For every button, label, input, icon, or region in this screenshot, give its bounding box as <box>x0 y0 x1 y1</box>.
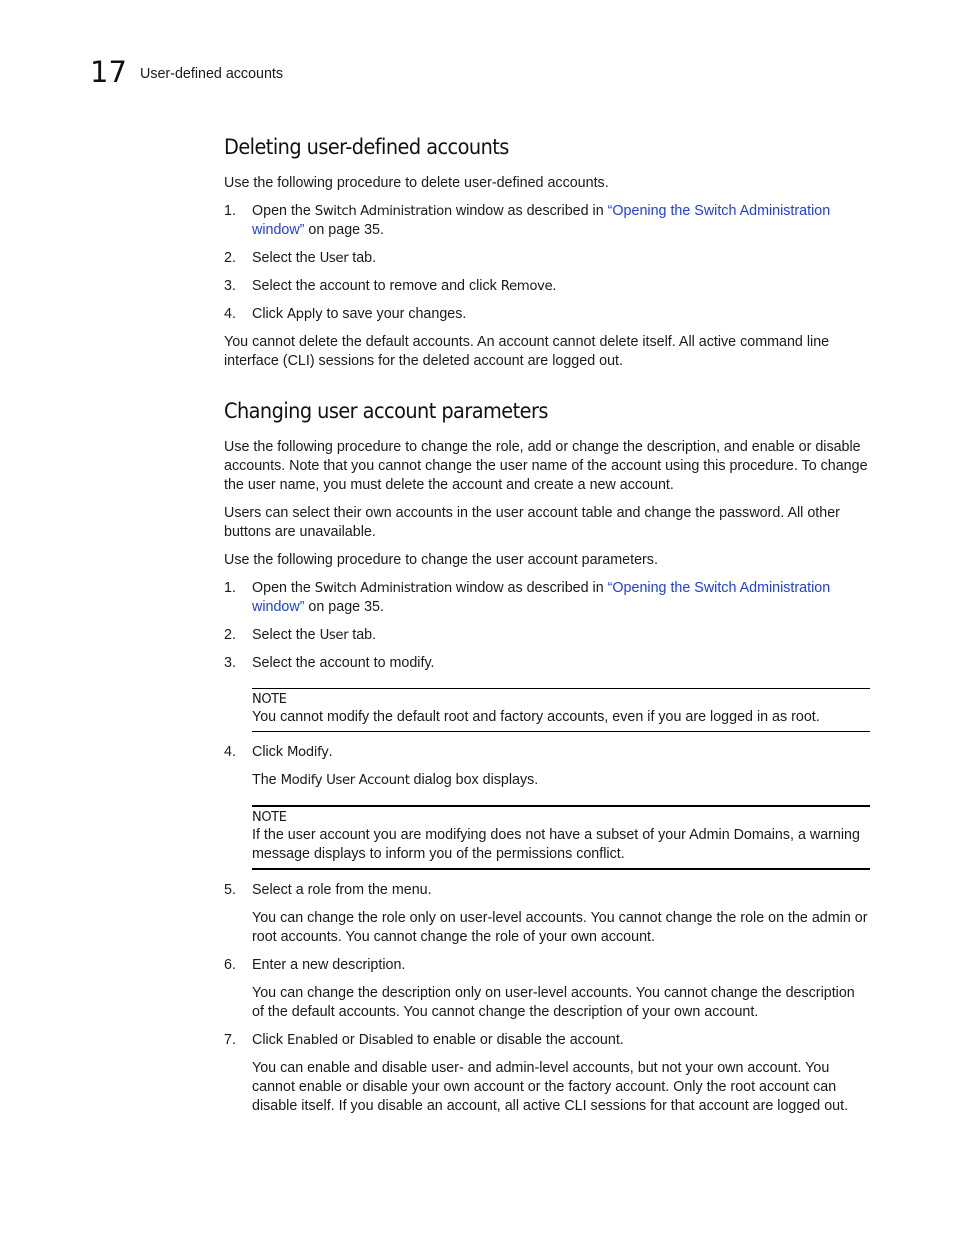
note-text: If the user account you are modifying does not have a subset of your Admin Domains, a warning message displays to inform you of the permissions conflict. <box>252 827 860 862</box>
step-text: Enter a new description. <box>252 957 406 973</box>
section-heading-deleting: Deleting user-defined accounts <box>224 135 509 159</box>
ui-label: Modify <box>286 745 329 760</box>
changing-steps-continued <box>224 743 870 762</box>
step-text: . <box>552 278 557 294</box>
step-text: to save your changes. <box>322 306 467 322</box>
note-box <box>252 805 870 870</box>
step-detail <box>252 771 870 790</box>
step-number: 7. <box>224 1032 236 1048</box>
changing-steps-final <box>224 956 870 975</box>
step-text: The <box>252 772 281 788</box>
step-item <box>224 743 870 762</box>
deleting-outro: You cannot delete the default accounts. An account cannot delete itself. All active command line interface (CLI) sessions for the deleted account are logged out. <box>224 334 830 369</box>
note-box <box>252 688 870 732</box>
changing-paragraph: Users can select their own accounts in the user account table and change the password. All other buttons are unavailable. <box>224 505 840 540</box>
ui-label: Disabled <box>358 1033 414 1048</box>
step-item <box>224 305 870 324</box>
step-number: 2. <box>224 627 236 643</box>
deleting-steps <box>224 202 870 324</box>
changing-steps-final <box>224 1031 870 1050</box>
step-item <box>224 249 870 268</box>
ui-label: Apply <box>286 307 323 322</box>
step-text: on page 35. <box>304 599 384 615</box>
step-text: Open the <box>252 580 315 596</box>
step-text: Click <box>252 1032 287 1048</box>
step-item <box>224 956 870 975</box>
note-text: You cannot modify the default root and factory accounts, even if you are logged in as root. <box>252 709 820 725</box>
step-item <box>224 579 870 617</box>
step-text: or <box>337 1032 359 1048</box>
step-item <box>224 277 870 296</box>
ui-label: User <box>319 251 349 266</box>
cross-reference-link[interactable]: “Opening the Switch Administration window” <box>252 580 831 615</box>
changing-steps <box>224 579 870 673</box>
ui-label: Remove <box>500 279 553 294</box>
step-text: to enable or disable the account. <box>413 1032 624 1048</box>
step-item <box>224 654 870 673</box>
ui-label: Modify User Account <box>280 773 410 788</box>
changing-steps-final <box>224 881 870 900</box>
ui-label: Switch Administration <box>314 204 452 219</box>
step-number: 3. <box>224 278 236 294</box>
step-text: Open the <box>252 203 315 219</box>
step-item <box>224 626 870 645</box>
step-number: 1. <box>224 203 236 219</box>
step-number: 4. <box>224 744 236 760</box>
section-heading-changing: Changing user account parameters <box>224 399 548 423</box>
step-detail: You can change the role only on user-level accounts. You cannot change the role on the admin or root accounts. You cannot change the role of your own account. <box>252 910 868 945</box>
step-item <box>224 881 870 900</box>
chapter-title: User-defined accounts <box>140 66 284 82</box>
ui-label: Enabled <box>286 1033 338 1048</box>
step-number: 4. <box>224 306 236 322</box>
step-text: Select the account to remove and click <box>252 278 501 294</box>
step-item <box>224 1031 870 1050</box>
step-number: 3. <box>224 655 236 671</box>
step-text: Click <box>252 306 287 322</box>
step-text: on page 35. <box>304 222 384 238</box>
step-text: Select the <box>252 627 320 643</box>
step-text: window as described in <box>451 580 608 596</box>
step-text: Select the <box>252 250 320 266</box>
step-number: 5. <box>224 882 236 898</box>
note-label: NOTE <box>252 692 287 707</box>
step-item <box>224 202 870 240</box>
step-number: 6. <box>224 957 236 973</box>
ui-label: Switch Administration <box>314 581 452 596</box>
step-text: tab. <box>348 250 377 266</box>
step-text: dialog box displays. <box>409 772 539 788</box>
step-number: 2. <box>224 250 236 266</box>
ui-label: User <box>319 628 349 643</box>
cross-reference-link[interactable]: “Opening the Switch Administration window” <box>252 203 831 238</box>
step-detail: You can change the description only on user-level accounts. You cannot change the description of the default accounts. You cannot change the description of your own account. <box>252 985 855 1020</box>
step-number: 1. <box>224 580 236 596</box>
step-text: . <box>328 744 333 760</box>
note-label: NOTE <box>252 810 287 825</box>
step-detail: You can enable and disable user- and admin-level accounts, but not your own account. You cannot enable or disable your own account or the factory account. Only the root account can disable itself. If you disable an account, all active CLI sessions for that account are logged out. <box>252 1060 849 1114</box>
page-content <box>224 134 870 1125</box>
step-text: Click <box>252 744 287 760</box>
step-text: window as described in <box>451 203 608 219</box>
deleting-intro: Use the following procedure to delete user-defined accounts. <box>224 175 609 191</box>
step-text: Select a role from the menu. <box>252 882 432 898</box>
step-text: Select the account to modify. <box>252 655 435 671</box>
chapter-number: 17 <box>90 55 127 89</box>
changing-paragraph: Use the following procedure to change the role, add or change the description, and enable or disable accounts. Note that you cannot change the user name of the account using this procedure. To change the user name, you must delete the account and create a new account. <box>224 439 868 493</box>
changing-paragraph: Use the following procedure to change the user account parameters. <box>224 552 658 568</box>
step-text: tab. <box>348 627 377 643</box>
